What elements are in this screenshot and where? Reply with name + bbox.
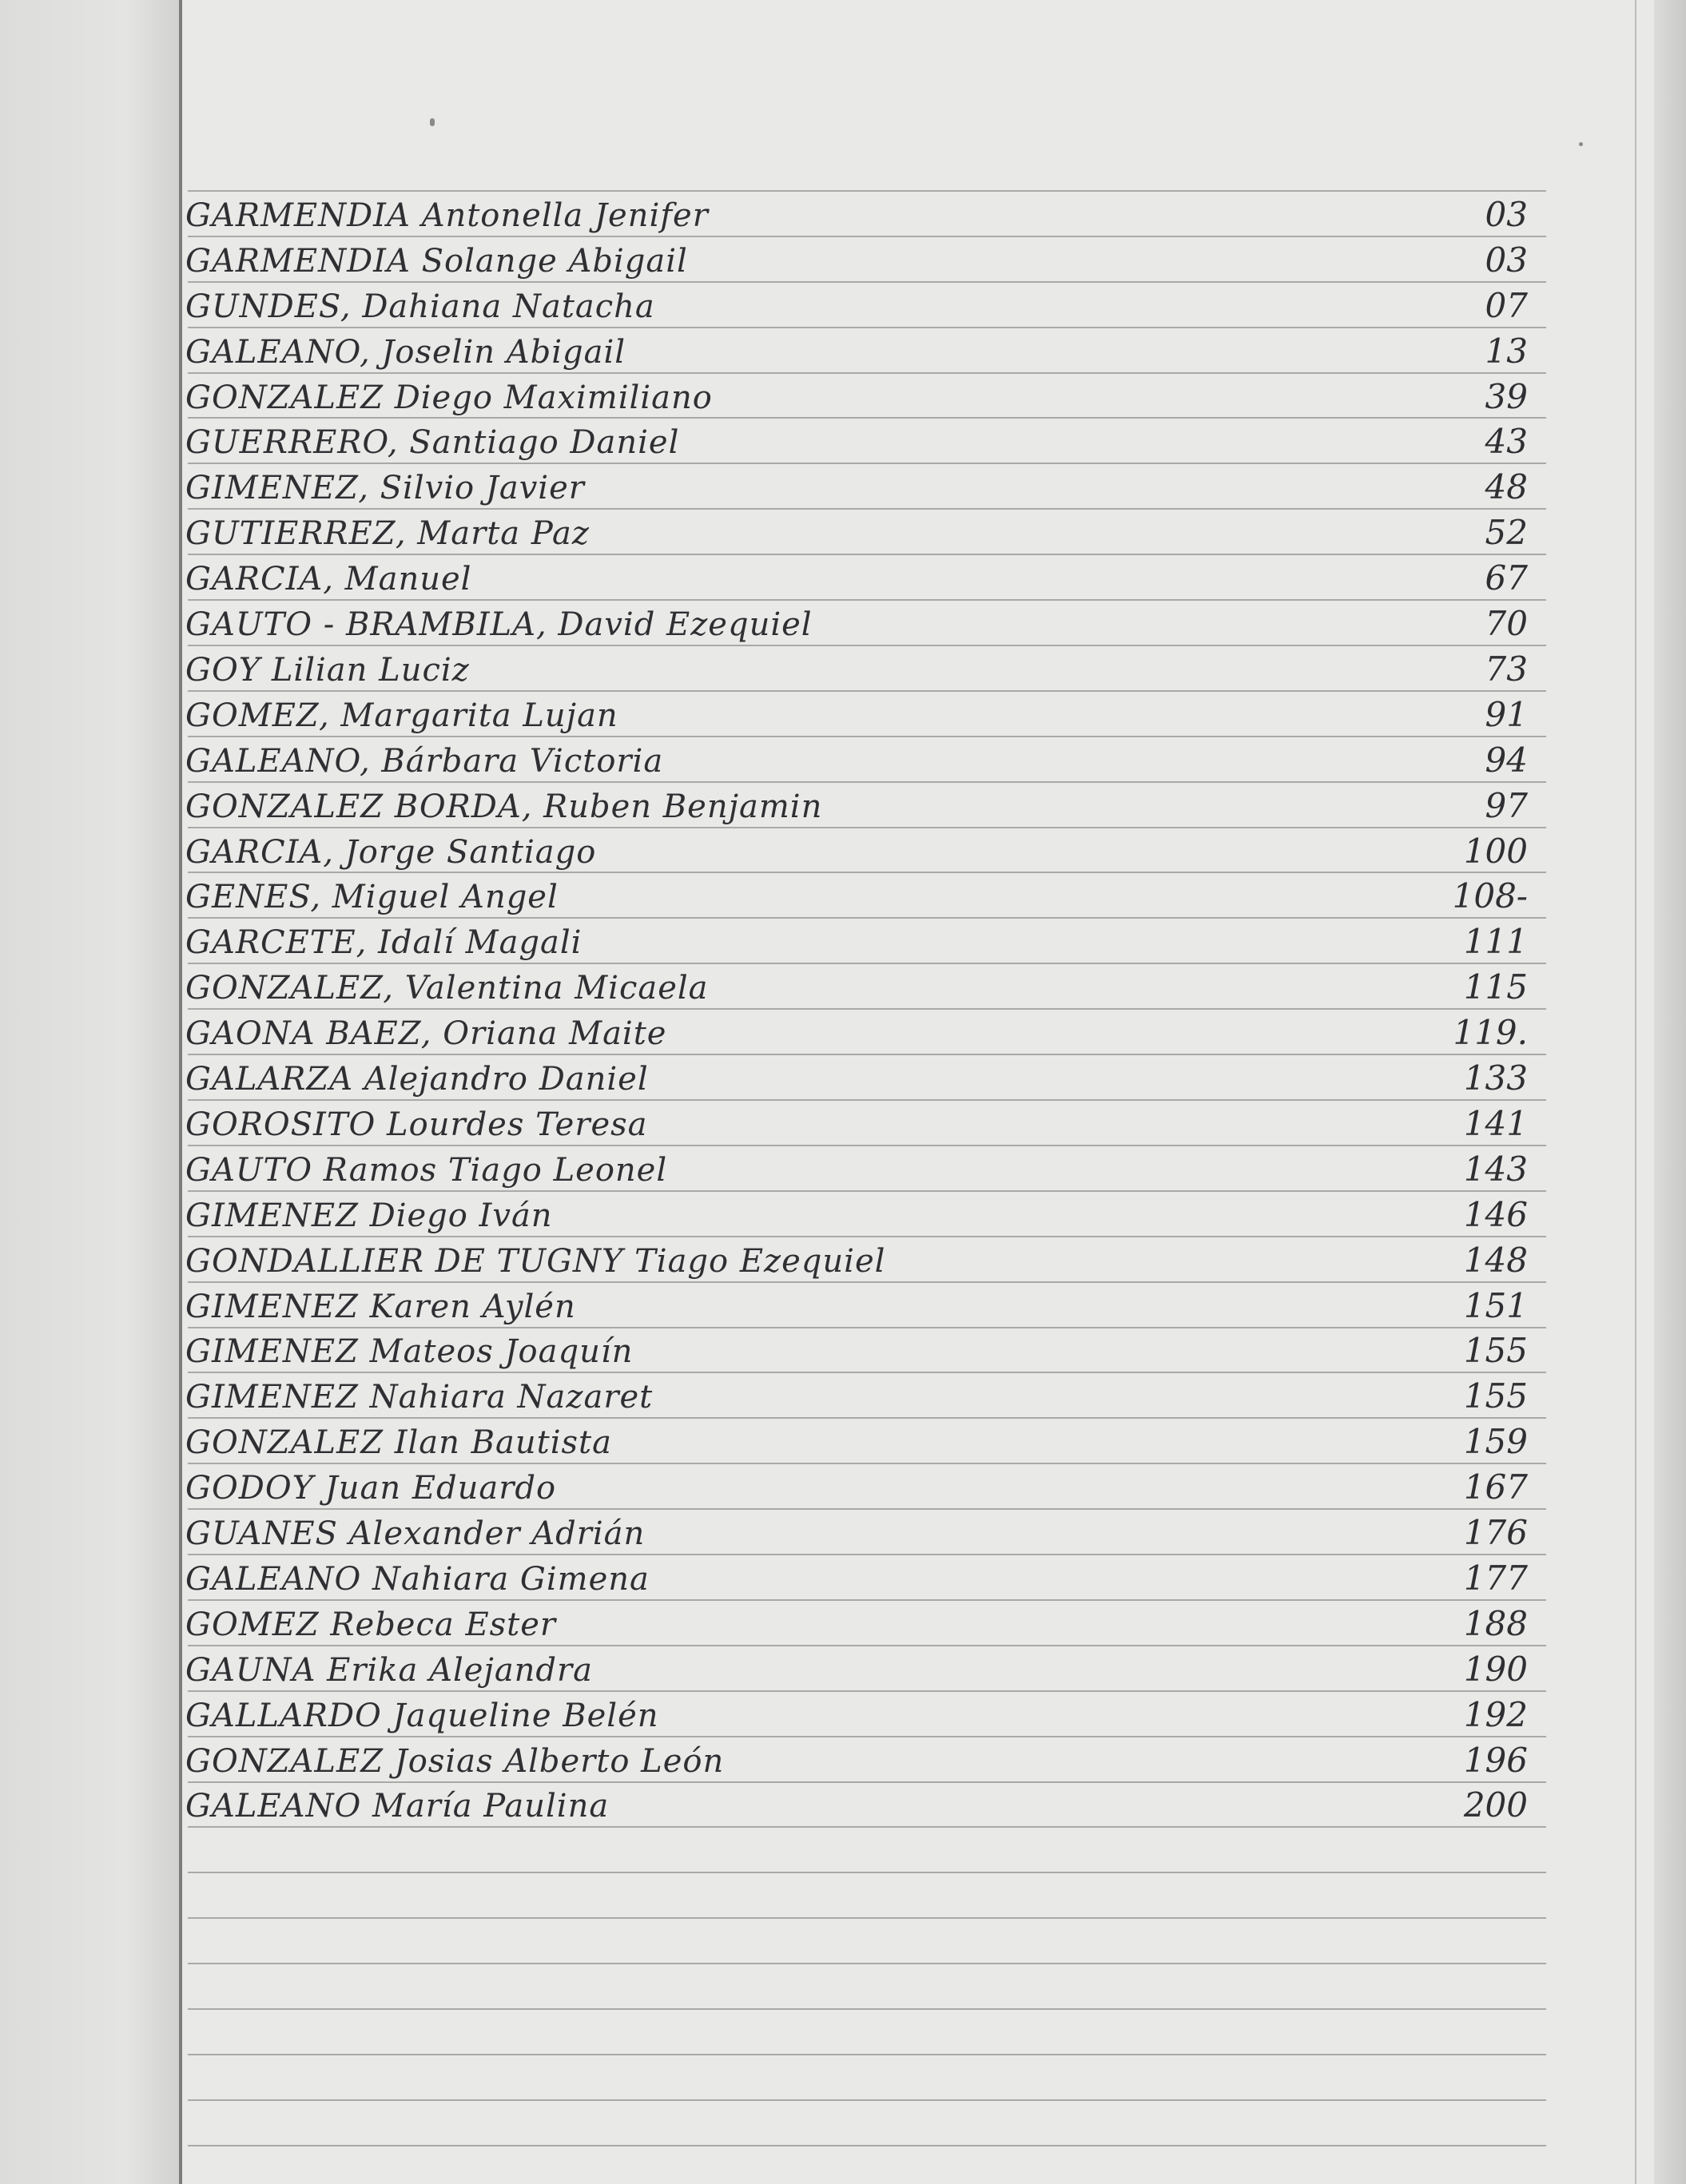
list-item bbox=[185, 191, 1528, 236]
student-number: 115 bbox=[1463, 967, 1528, 1007]
student-name: GARMENDIA Solange Abigail bbox=[185, 243, 688, 280]
student-number: 73 bbox=[1485, 649, 1528, 689]
ruled-line bbox=[188, 1917, 1546, 1919]
list-item bbox=[185, 236, 1528, 281]
student-name: GIMENEZ Karen Aylén bbox=[185, 1289, 576, 1325]
student-number: 196 bbox=[1463, 1741, 1528, 1780]
ruled-line bbox=[188, 1872, 1546, 1873]
student-name: GARCETE, Idalí Magali bbox=[185, 924, 583, 961]
student-name: GONZALEZ Ilan Bautista bbox=[185, 1424, 612, 1461]
student-number: 48 bbox=[1485, 467, 1528, 506]
list-item bbox=[185, 1691, 1528, 1736]
student-name: GONZALEZ Josias Alberto León bbox=[185, 1743, 725, 1780]
student-number: 70 bbox=[1485, 604, 1528, 643]
ruled-line bbox=[188, 2145, 1546, 2146]
notebook-binding-margin bbox=[0, 0, 182, 2184]
list-item bbox=[185, 1418, 1528, 1463]
page-edge-shadow bbox=[1635, 0, 1636, 2184]
student-name: GUERRERO, Santiago Daniel bbox=[185, 424, 680, 461]
student-name: GUNDES, Dahiana Natacha bbox=[185, 288, 655, 325]
student-name: GONDALLIER DE TUGNY Tiago Ezequiel bbox=[185, 1243, 886, 1280]
student-number: 03 bbox=[1485, 195, 1528, 234]
student-number: 91 bbox=[1485, 695, 1528, 734]
student-name: GIMENEZ, Silvio Javier bbox=[185, 470, 585, 506]
student-number: 67 bbox=[1485, 558, 1528, 598]
student-number: 151 bbox=[1463, 1286, 1528, 1325]
student-name: GOMEZ Rebeca Ester bbox=[185, 1606, 557, 1643]
student-number: 94 bbox=[1485, 741, 1528, 780]
student-number: 39 bbox=[1485, 377, 1528, 416]
student-name: GALEANO, Joselin Abigail bbox=[185, 334, 626, 371]
student-name: GALEANO, Bárbara Victoria bbox=[185, 743, 664, 780]
student-number: 146 bbox=[1463, 1195, 1528, 1234]
list-item bbox=[185, 418, 1528, 463]
student-name: GODOY Juan Eduardo bbox=[185, 1470, 557, 1507]
list-item bbox=[185, 1282, 1528, 1327]
list-item bbox=[185, 963, 1528, 1008]
student-name: GAUTO - BRAMBILA, David Ezequiel bbox=[185, 606, 813, 643]
student-number: 200 bbox=[1463, 1785, 1528, 1825]
list-item bbox=[185, 1463, 1528, 1508]
student-number: 13 bbox=[1485, 332, 1528, 371]
student-number: 111 bbox=[1463, 922, 1528, 961]
student-number: 176 bbox=[1463, 1513, 1528, 1552]
ruled-line bbox=[188, 1826, 1546, 1828]
list-item bbox=[185, 282, 1528, 327]
student-name: GOROSITO Lourdes Teresa bbox=[185, 1106, 648, 1143]
list-item bbox=[185, 1600, 1528, 1645]
list-item bbox=[185, 1327, 1528, 1372]
student-number: 03 bbox=[1485, 240, 1528, 280]
student-name: GOMEZ, Margarita Lujan bbox=[185, 697, 618, 734]
student-number: 100 bbox=[1463, 832, 1528, 871]
student-name: GIMENEZ Diego Iván bbox=[185, 1197, 553, 1234]
student-name: GONZALEZ BORDA, Ruben Benjamin bbox=[185, 788, 823, 825]
ruled-line bbox=[188, 2008, 1546, 2010]
student-number: 190 bbox=[1463, 1650, 1528, 1689]
student-name: GAUNA Erika Alejandra bbox=[185, 1652, 594, 1689]
student-number: 155 bbox=[1463, 1376, 1528, 1416]
student-name: GENES, Miguel Angel bbox=[185, 879, 559, 915]
student-number: 167 bbox=[1463, 1467, 1528, 1507]
list-item bbox=[185, 328, 1528, 372]
student-number: 119. bbox=[1453, 1013, 1528, 1052]
student-number: 143 bbox=[1463, 1150, 1528, 1189]
ruled-line bbox=[188, 2054, 1546, 2055]
list-item bbox=[185, 1237, 1528, 1281]
list-item bbox=[185, 1372, 1528, 1417]
student-number: 188 bbox=[1463, 1604, 1528, 1643]
list-item bbox=[185, 373, 1528, 418]
list-item bbox=[185, 782, 1528, 827]
list-item bbox=[185, 1781, 1528, 1826]
paper-speck bbox=[1579, 142, 1583, 146]
student-name: GONZALEZ, Valentina Micaela bbox=[185, 970, 709, 1007]
list-item bbox=[185, 509, 1528, 554]
list-item bbox=[185, 1009, 1528, 1054]
list-item bbox=[185, 691, 1528, 736]
student-name: GARCIA, Manuel bbox=[185, 561, 472, 598]
student-number: 108- bbox=[1452, 876, 1528, 915]
list-item bbox=[185, 828, 1528, 872]
list-item bbox=[185, 1100, 1528, 1145]
list-item bbox=[185, 1509, 1528, 1554]
list-item bbox=[185, 918, 1528, 963]
student-name: GALLARDO Jaqueline Belén bbox=[185, 1698, 659, 1734]
list-item bbox=[185, 1555, 1528, 1599]
student-name: GUANES Alexander Adrián bbox=[185, 1515, 646, 1552]
student-name: GALEANO Nahiara Gimena bbox=[185, 1561, 650, 1598]
student-number: 97 bbox=[1485, 786, 1528, 825]
page-right-edge bbox=[1654, 0, 1686, 2184]
list-item bbox=[185, 554, 1528, 599]
list-item bbox=[185, 1191, 1528, 1236]
list-item bbox=[185, 1646, 1528, 1690]
student-name: GIMENEZ Nahiara Nazaret bbox=[185, 1379, 654, 1416]
student-name: GARMENDIA Antonella Jenifer bbox=[185, 197, 709, 234]
list-item bbox=[185, 737, 1528, 781]
list-item bbox=[185, 645, 1528, 690]
student-number: 177 bbox=[1463, 1559, 1528, 1598]
student-name: GONZALEZ Diego Maximiliano bbox=[185, 379, 713, 416]
student-number: 141 bbox=[1463, 1104, 1528, 1143]
list-item bbox=[185, 1737, 1528, 1781]
student-name: GAONA BAEZ, Oriana Maite bbox=[185, 1015, 667, 1052]
student-number: 155 bbox=[1463, 1331, 1528, 1370]
ruled-line bbox=[188, 2099, 1546, 2101]
list-item bbox=[185, 600, 1528, 645]
student-number: 52 bbox=[1485, 513, 1528, 552]
student-name: GAUTO Ramos Tiago Leonel bbox=[185, 1152, 668, 1189]
list-item bbox=[185, 463, 1528, 508]
student-number: 07 bbox=[1485, 286, 1528, 325]
student-name: GOY Lilian Luciz bbox=[185, 652, 470, 689]
student-number: 159 bbox=[1463, 1422, 1528, 1461]
list-item bbox=[185, 872, 1528, 917]
ruled-line bbox=[188, 1963, 1546, 1964]
student-name: GUTIERREZ, Marta Paz bbox=[185, 515, 590, 552]
list-item bbox=[185, 1054, 1528, 1099]
student-number: 192 bbox=[1463, 1695, 1528, 1734]
student-name: GIMENEZ Mateos Joaquín bbox=[185, 1333, 634, 1370]
student-number: 133 bbox=[1463, 1058, 1528, 1098]
student-name: GARCIA, Jorge Santiago bbox=[185, 834, 597, 871]
student-number: 148 bbox=[1463, 1241, 1528, 1280]
list-item bbox=[185, 1146, 1528, 1190]
paper-speck bbox=[430, 118, 435, 126]
student-name: GALARZA Alejandro Daniel bbox=[185, 1061, 649, 1098]
student-name: GALEANO María Paulina bbox=[185, 1788, 610, 1825]
student-number: 43 bbox=[1485, 422, 1528, 461]
